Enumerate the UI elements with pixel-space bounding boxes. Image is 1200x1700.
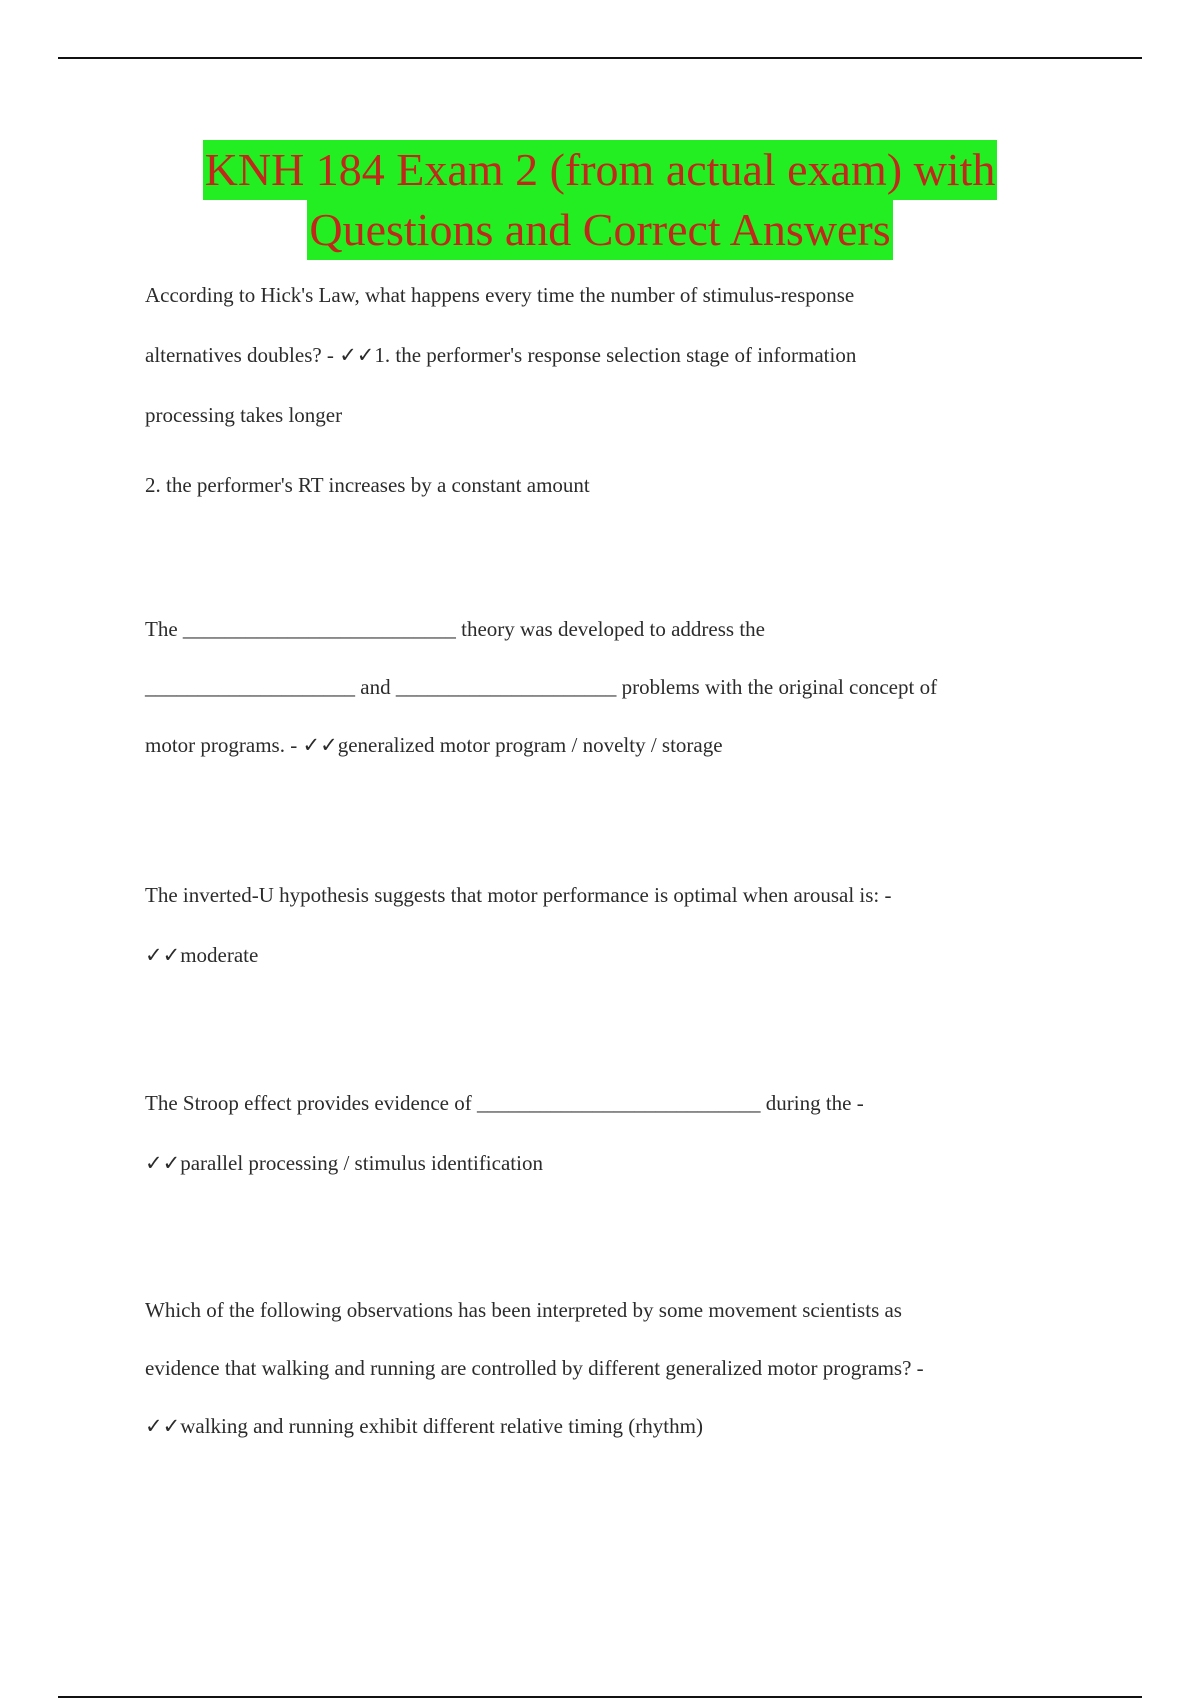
answer-text: 1. the performer's response selection stage of information [374, 343, 857, 367]
top-rule [58, 57, 1142, 59]
check-mark-icon: ✓✓ [145, 1414, 181, 1438]
check-mark-icon: ✓✓ [339, 343, 375, 367]
answer-line [145, 925, 1045, 985]
question-text: theory was developed to address the [455, 617, 765, 641]
question-text: during the - [760, 1091, 864, 1115]
answer-line [145, 1397, 1065, 1455]
question-line: The inverted-U hypothesis suggests that motor performance is optimal when arousal is: - [145, 883, 892, 907]
bottom-rule [58, 1696, 1142, 1698]
answer-text: moderate [180, 943, 259, 967]
answer-text: walking and running exhibit different relative timing (rhythm) [180, 1414, 703, 1438]
qa-item-gmp-theory [145, 600, 1045, 774]
question-text: The [145, 617, 183, 641]
question-text: The Stroop effect provides evidence of [145, 1091, 477, 1115]
qa-item-inverted-u [145, 865, 1045, 985]
answer-line: 2. the performer's RT increases by a constant amount [145, 473, 590, 497]
page-title [0, 140, 1200, 260]
qa-item-hicks-law [145, 265, 1045, 515]
question-line [145, 716, 1045, 774]
answer-text: generalized motor program / novelty / storage [337, 733, 723, 757]
qa-item-walking-running [145, 1281, 1065, 1455]
question-line [145, 325, 1045, 385]
check-mark-icon: ✓✓ [145, 943, 181, 967]
fill-blank: ____________________ [145, 675, 355, 699]
title-line-2: Questions and Correct Answers [307, 200, 892, 260]
question-line [145, 658, 1045, 716]
check-mark-icon: ✓✓ [145, 1151, 181, 1175]
question-line: According to Hick's Law, what happens every time the number of stimulus-response [145, 283, 855, 307]
question-line: evidence that walking and running are controlled by different generalized motor programs? - [145, 1356, 924, 1380]
fill-blank: _____________________ [395, 675, 617, 699]
question-line [145, 600, 1045, 658]
title-line-1: KNH 184 Exam 2 (from actual exam) with [203, 140, 998, 200]
qa-item-stroop-effect [145, 1073, 1045, 1193]
check-mark-icon: ✓✓ [302, 733, 338, 757]
answer-line: processing takes longer [145, 403, 343, 427]
question-text: problems with the original concept of [616, 675, 938, 699]
question-line [145, 1073, 1045, 1133]
answer-text: parallel processing / stimulus identification [180, 1151, 543, 1175]
question-text: motor programs. - [145, 733, 303, 757]
answer-line [145, 1133, 1045, 1193]
fill-blank: __________________________ [182, 617, 456, 641]
question-line: Which of the following observations has been interpreted by some movement scientists as [145, 1298, 902, 1322]
fill-blank: ___________________________ [477, 1091, 761, 1115]
question-text: and [355, 675, 396, 699]
question-text: alternatives doubles? - [145, 343, 340, 367]
